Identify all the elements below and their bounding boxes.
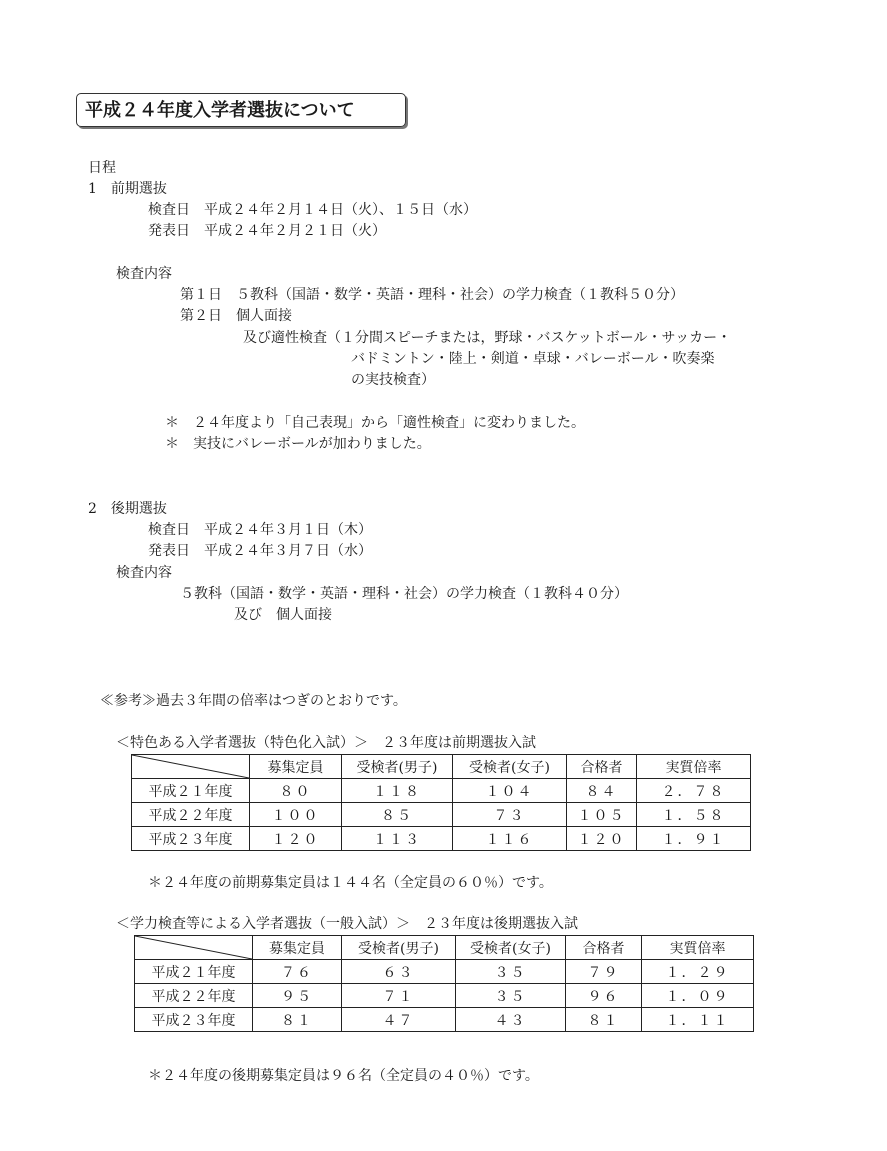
table-cell: ６３ [342, 960, 456, 984]
table-cell: １．５８ [637, 803, 751, 827]
table-cell: ７３ [453, 803, 567, 827]
table-cell: ８１ [566, 1008, 642, 1032]
late-content-line2: 及び 個人面接 [234, 607, 332, 623]
table-cell: １．１１ [642, 1008, 754, 1032]
table-cell: ７６ [253, 960, 342, 984]
reference-heading: ≪参考≫過去３年間の倍率はつぎのとおりです。 [100, 693, 407, 709]
table-cell: ７１ [342, 984, 456, 1008]
table-cell: ３５ [456, 960, 566, 984]
table1-header-row [132, 755, 751, 779]
table-cell: １００ [250, 803, 342, 827]
page-title: 平成２４年度入学者選抜について [85, 100, 355, 121]
schedule-heading: 日程 [88, 160, 116, 176]
table-cell: ４３ [456, 1008, 566, 1032]
table-cell: 平成２１年度 [132, 779, 250, 803]
table2-header-cell: 募集定員 [253, 936, 342, 960]
early-exam-date: 検査日 平成２４年２月１４日（火）、１５日（水） [148, 202, 477, 218]
late-content-heading: 検査内容 [116, 565, 172, 581]
table1-header-cell: 受検者(女子) [453, 755, 567, 779]
early-aptitude-line2: バドミントン・陸上・剣道・卓球・バレーボール・吹奏楽 [351, 351, 715, 367]
table-cell: ９６ [566, 984, 642, 1008]
table-cell: 平成２３年度 [132, 827, 250, 851]
table-cell: ８５ [342, 803, 453, 827]
table-cell: ７９ [566, 960, 642, 984]
table2-header-cell: 合格者 [566, 936, 642, 960]
table-cell: 平成２３年度 [135, 1008, 253, 1032]
table-row [132, 779, 751, 803]
table-cell: １１８ [342, 779, 453, 803]
table-cell: 平成２２年度 [135, 984, 253, 1008]
table2-corner-cell [135, 936, 253, 960]
table1-header-cell: 合格者 [567, 755, 637, 779]
table-cell: ２．７８ [637, 779, 751, 803]
early-aptitude-line1: 及び適性検査（１分間スピーチまたは，野球・バスケットボール・サッカー・ [243, 330, 732, 346]
table1-caption: ＜特色ある入学者選抜（特色化入試）＞ ２３年度は前期選抜入試 [116, 735, 536, 751]
table-row [135, 984, 754, 1008]
table-cell: ８４ [567, 779, 637, 803]
early-note-1: ＊ ２４年度より「自己表現」から「適性検査」に変わりました。 [165, 415, 585, 431]
table2-header-cell: 受検者(男子) [342, 936, 456, 960]
table1-header-cell: 受検者(男子) [342, 755, 453, 779]
late-announce-date: 発表日 平成２４年３月７日（水） [148, 543, 372, 559]
early-heading: 1 前期選抜 [88, 181, 167, 197]
table2-header-cell: 受検者(女子) [456, 936, 566, 960]
table2-header-cell: 実質倍率 [642, 936, 754, 960]
early-aptitude-line3: の実技検査） [351, 372, 435, 388]
table-cell: ８１ [253, 1008, 342, 1032]
table-row [135, 960, 754, 984]
table-cell: １１６ [453, 827, 567, 851]
table-cell: １．０９ [642, 984, 754, 1008]
late-heading: 2 後期選抜 [88, 501, 167, 517]
early-announce-date: 発表日 平成２４年２月２１日（火） [148, 223, 386, 239]
late-exam-date: 検査日 平成２４年３月１日（木） [148, 522, 372, 538]
table1-header-cell: 募集定員 [250, 755, 342, 779]
table2-note: ＊２４年度の後期募集定員は９６名（全定員の４０％）です。 [148, 1068, 539, 1084]
table-cell: １２０ [250, 827, 342, 851]
table-cell: １．２９ [642, 960, 754, 984]
table-cell: １１３ [342, 827, 453, 851]
table2-caption: ＜学力検査等による入学者選抜（一般入試）＞ ２３年度は後期選抜入試 [116, 916, 578, 932]
table-cell: １．９１ [637, 827, 751, 851]
table-cell: 平成２２年度 [132, 803, 250, 827]
title-box [76, 93, 406, 127]
table1-header-cell: 実質倍率 [637, 755, 751, 779]
table-cell: １２０ [567, 827, 637, 851]
table-cell: ８０ [250, 779, 342, 803]
table1-note: ＊２４年度の前期募集定員は１４４名（全定員の６０％）です。 [148, 875, 553, 891]
late-content-line1: ５教科（国語・数学・英語・理科・社会）の学力検査（１教科４０分） [180, 586, 628, 602]
table-cell: １０４ [453, 779, 567, 803]
table-cell: ９５ [253, 984, 342, 1008]
table2 [134, 935, 754, 1032]
table-cell: ４７ [342, 1008, 456, 1032]
table-cell: １０５ [567, 803, 637, 827]
table-row [132, 803, 751, 827]
table-cell: 平成２１年度 [135, 960, 253, 984]
early-day1: 第１日 ５教科（国語・数学・英語・理科・社会）の学力検査（１教科５０分） [180, 287, 684, 303]
early-content-heading: 検査内容 [116, 266, 172, 282]
table1-corner-cell [132, 755, 250, 779]
table1 [131, 754, 751, 851]
table-cell: ３５ [456, 984, 566, 1008]
early-note-2: ＊ 実技にバレーボールが加わりました。 [165, 436, 431, 452]
early-day2: 第２日 個人面接 [180, 308, 292, 324]
table-row [132, 827, 751, 851]
table2-header-row [135, 936, 754, 960]
table-row [135, 1008, 754, 1032]
